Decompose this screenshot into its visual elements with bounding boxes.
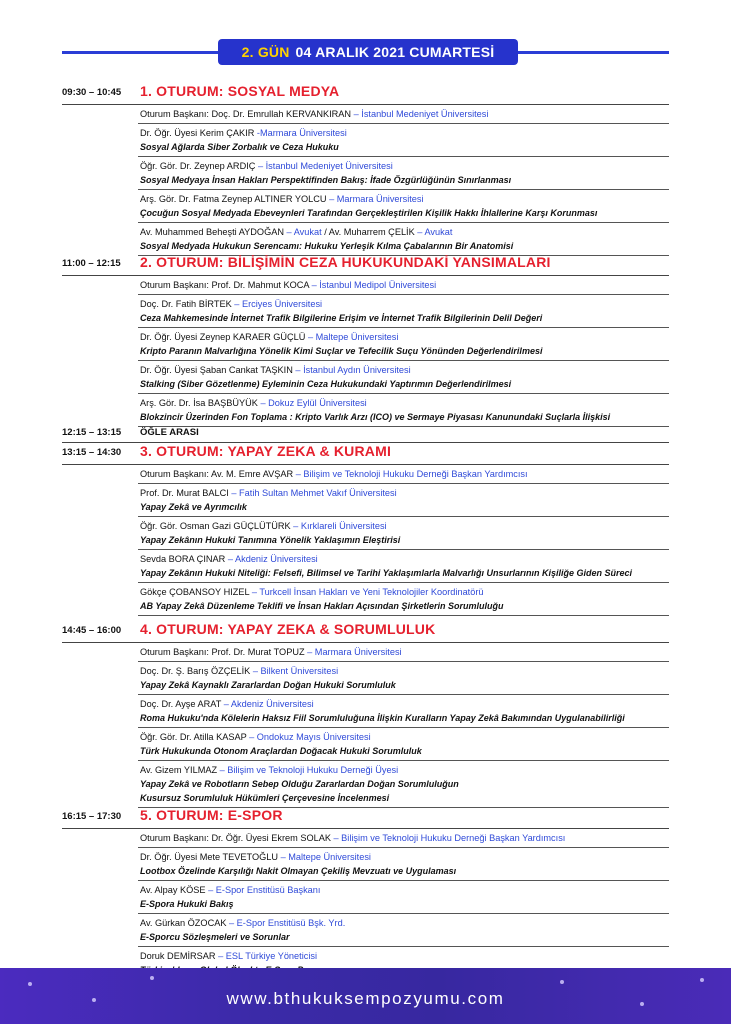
speaker-name: Oturum Başkanı: Prof. Dr. Mahmut KOCA [140, 280, 310, 290]
session-chair-row [138, 465, 669, 484]
speaker-affiliation: – ESL Türkiye Yöneticisi [215, 951, 318, 961]
speaker-name: Oturum Başkanı: Dr. Öğr. Üyesi Ekrem SOLAK [140, 833, 331, 843]
speaker-affiliation: – Maltepe Üniversitesi [305, 332, 399, 342]
speaker-row [138, 914, 669, 947]
website-url[interactable]: www.bthukuksempozyumu.com [226, 989, 505, 1008]
speaker-name: Av. Gizem YILMAZ [140, 765, 218, 775]
speaker-name: Sevda BORA ÇINAR [140, 554, 226, 564]
speaker-row [138, 695, 669, 728]
speaker-affiliation: – Bilişim ve Teknoloji Hukuku Derneği Üyesi [217, 765, 399, 775]
speaker-line [140, 916, 669, 930]
speaker-name: Öğr. Gör. Dr. Atilla KASAP [140, 732, 247, 742]
speaker-line [140, 467, 669, 481]
speaker-row [138, 484, 669, 517]
speaker-name: Av. Muhammed Beheşti AYDOĞAN [140, 227, 284, 237]
speaker-name: Gökçe ÇOBANSOY HIZEL [140, 587, 250, 597]
session-header [62, 442, 669, 465]
speaker-name: Arş. Gör. Dr. İsa BAŞBÜYÜK [140, 398, 258, 408]
talk-title: Stalking (Siber Gözetlenme) Eyleminin Ceza Hukukundaki Yaptırımın Değerlendirilmesi [140, 379, 512, 389]
session-4 [62, 620, 669, 808]
speaker-row [138, 124, 669, 157]
speaker-affiliation: – Marmara Üniversitesi [326, 194, 424, 204]
speaker-name: Doç. Dr. Ayşe ARAT [140, 699, 222, 709]
speaker-row [138, 583, 669, 616]
speaker-line [140, 225, 669, 239]
talk-title: Blokzincir Üzerinden Fon Toplama : Kripto Varlık Arzı (ICO) ve Sermaye Piyasası Kanunundaki Suçlarla İlişkisi [140, 412, 611, 422]
speaker-affiliation: – Dokuz Eylül Üniversitesi [257, 398, 367, 408]
speaker-row [138, 223, 669, 256]
talk-title: Ceza Mahkemesinde İnternet Trafik Bilgilerine Erişim ve İnternet Trafik Bilgilerinin Delil Değeri [140, 313, 543, 323]
lunch-time: 12:15 – 13:15 [62, 427, 122, 438]
speaker-row [138, 848, 669, 881]
talk-title: E-Sporcu Sözleşmeleri ve Sorunlar [140, 932, 290, 942]
talk-title: Kripto Paranın Malvarlığına Yönelik Kimi Suçlar ve Tefecilik Suçu Yönünden Değerlendirilmesi [140, 346, 543, 356]
speaker-row [138, 394, 669, 427]
speaker-name: Prof. Dr. Murat BALCI [140, 488, 229, 498]
speaker-name: Oturum Başkanı: Prof. Dr. Murat TOPUZ [140, 647, 305, 657]
speaker-affiliation: – Turkcell İnsan Hakları ve Yeni Teknolojiler Koordinatörü [249, 587, 484, 597]
speaker-affiliation: – Bilişim ve Teknoloji Hukuku Derneği Başkan Yardımcısı [293, 469, 528, 479]
speaker-affiliation: – Bilkent Üniversitesi [250, 666, 339, 676]
decor-dot [150, 976, 154, 980]
speaker-affiliation: – Marmara Üniversitesi [304, 647, 402, 657]
speaker-name: Doç. Dr. Ş. Barış ÖZÇELİK [140, 666, 251, 676]
speaker-line [140, 363, 669, 377]
talk-title: Lootbox Özelinde Karşılığı Nakit Olmayan Çekiliş Mevzuatı ve Uygulaması [140, 866, 457, 876]
speaker-row [138, 761, 669, 808]
speaker-line [140, 697, 669, 711]
session-time: 14:45 – 16:00 [62, 625, 122, 636]
talk-title: Yapay Zekânın Hukuki Niteliği: Felsefi, Bilimsel ve Tarihi Yaklaşımlarla Malvarlığı Unsurlarının Kişiliğe Giden Süreci [140, 568, 633, 578]
speaker-name: Öğr. Gör. Dr. Zeynep ARDIÇ [140, 161, 256, 171]
speaker-affiliation: – Akdeniz Üniversitesi [225, 554, 318, 564]
footer-banner [0, 968, 731, 1024]
session-header [62, 620, 669, 643]
speaker-affiliation: – Maltepe Üniversitesi [278, 852, 371, 862]
talk-title: E-Spora Hukuki Bakış [140, 899, 234, 909]
decor-dot [560, 980, 564, 984]
day-banner [218, 39, 518, 65]
speaker-line [140, 730, 669, 744]
session-time: 13:15 – 14:30 [62, 447, 122, 458]
talk-title: Yapay Zekânın Hukuki Tanımına Yönelik Yaklaşımın Eleştirisi [140, 535, 401, 545]
decor-dot [700, 978, 704, 982]
speaker-affiliation: – Akdeniz Üniversitesi [221, 699, 314, 709]
session-time: 16:15 – 17:30 [62, 811, 122, 822]
speaker-name: Dr. Öğr. Üyesi Kerim ÇAKIR [140, 128, 255, 138]
lunch-break [62, 424, 669, 443]
speaker-name: Av. Gürkan ÖZOCAK [140, 918, 227, 928]
speaker-affiliation: – Fatih Sultan Mehmet Vakıf Üniversitesi [228, 488, 397, 498]
speaker-line [140, 330, 669, 344]
session-chair-row [138, 276, 669, 295]
speaker-affiliation: – E-Spor Enstitüsü Başkanı [205, 885, 321, 895]
session-2 [62, 253, 669, 427]
speaker-line [140, 552, 669, 566]
speaker-line [140, 519, 669, 533]
speaker-affiliation: – İstanbul Medipol Üniversitesi [309, 280, 437, 290]
speaker-affiliation: – İstanbul Medeniyet Üniversitesi [351, 109, 489, 119]
session-title: 2. OTURUM: BİLİŞİMİN CEZA HUKUKUNDAKİ YANSIMALARI [140, 254, 551, 270]
date-label: 04 ARALIK 2021 CUMARTESİ [295, 44, 495, 60]
speaker-name: Arş. Gör. Dr. Fatma Zeynep ALTINER YOLCU [140, 194, 327, 204]
session-5 [62, 806, 669, 979]
speaker-name: Doruk DEMİRSAR [140, 951, 216, 961]
session-title: 3. OTURUM: YAPAY ZEKA & KURAMI [140, 443, 392, 459]
speaker-line [140, 831, 669, 845]
speaker-line [140, 297, 669, 311]
speaker-name: / Av. Muharrem ÇELİK [321, 227, 415, 237]
talk-title: AB Yapay Zekâ Düzenleme Teklifi ve İnsan Hakları Açısından Şirketlerin Sorumluluğu [140, 601, 504, 611]
speaker-row [138, 550, 669, 583]
speaker-line [140, 763, 669, 777]
talk-title: Sosyal Ağlarda Siber Zorbalık ve Ceza Hukuku [140, 142, 339, 152]
session-chair-row [138, 829, 669, 848]
speaker-name: Doç. Dr. Fatih BİRTEK [140, 299, 232, 309]
speaker-row [138, 157, 669, 190]
speaker-row [138, 361, 669, 394]
session-header [62, 82, 669, 105]
session-title: 5. OTURUM: E-SPOR [140, 807, 283, 823]
speaker-line [140, 883, 669, 897]
speaker-name: Oturum Başkanı: Doç. Dr. Emrullah KERVANKIRAN [140, 109, 352, 119]
talk-title: Türk Hukukunda Otonom Araçlardan Doğacak Hukuki Sorumluluk [140, 746, 422, 756]
speaker-affiliation: – Erciyes Üniversitesi [231, 299, 323, 309]
speaker-affiliation: -Marmara Üniversitesi [254, 128, 347, 138]
speaker-row [138, 295, 669, 328]
speaker-line [140, 396, 669, 410]
speaker-line [140, 585, 669, 599]
speaker-affiliation: – E-Spor Enstitüsü Bşk. Yrd. [226, 918, 346, 928]
session-3 [62, 442, 669, 616]
speaker-name: Dr. Öğr. Üyesi Şaban Cankat TAŞKIN [140, 365, 293, 375]
speaker-line [140, 278, 669, 292]
speaker-row [138, 190, 669, 223]
speaker-name: Öğr. Gör. Osman Gazi GÜÇLÜTÜRK [140, 521, 291, 531]
speaker-affiliation: – Kırklareli Üniversitesi [290, 521, 387, 531]
talk-title: Sosyal Medyaya İnsan Hakları Perspektifinden Bakış: İfade Özgürlüğünün Sınırlanması [140, 175, 512, 185]
speaker-line [140, 486, 669, 500]
speaker-affiliation: – İstanbul Medeniyet Üniversitesi [255, 161, 393, 171]
session-chair-row [138, 105, 669, 124]
session-time: 11:00 – 12:15 [62, 258, 121, 269]
speaker-line [140, 159, 669, 173]
speaker-line [140, 664, 669, 678]
speaker-line [140, 850, 669, 864]
talk-title-cont: Kusursuz Sorumluluk Hükümleri Çerçevesine İncelenmesi [140, 793, 390, 803]
speaker-name: Dr. Öğr. Üyesi Zeynep KARAER GÜÇLÜ [140, 332, 306, 342]
day-label: 2. GÜN [241, 44, 290, 60]
session-time: 09:30 – 10:45 [62, 87, 122, 98]
speaker-affiliation: – Avukat [414, 227, 453, 237]
speaker-row [138, 728, 669, 761]
speaker-line [140, 645, 669, 659]
lunch-label: ÖĞLE ARASI [140, 427, 199, 438]
speaker-line [140, 949, 669, 963]
session-title: 4. OTURUM: YAPAY ZEKA & SORUMLULUK [140, 621, 436, 637]
speaker-name: Dr. Öğr. Üyesi Mete TEVETOĞLU [140, 852, 279, 862]
talk-title: Yapay Zekâ ve Ayrımcılık [140, 502, 247, 512]
session-title: 1. OTURUM: SOSYAL MEDYA [140, 83, 340, 99]
talk-title: Roma Hukuku'nda Kölelerin Haksız Fiil Sorumluluğuna İlişkin Kuralların Yapay Zekâ Bakımından Uygulanabilirliği [140, 713, 625, 723]
talk-title: Yapay Zekâ ve Robotların Sebep Olduğu Zararlardan Doğan Sorumluluğun [140, 779, 459, 789]
speaker-affiliation: – İstanbul Aydın Üniversitesi [292, 365, 411, 375]
speaker-affiliation: – Ondokuz Mayıs Üniversitesi [246, 732, 371, 742]
speaker-line [140, 126, 669, 140]
speaker-row [138, 662, 669, 695]
session-1 [62, 82, 669, 256]
session-header [62, 253, 669, 276]
speaker-line [140, 192, 669, 206]
speaker-affiliation: – Bilişim ve Teknoloji Hukuku Derneği Başkan Yardımcısı [330, 833, 566, 843]
speaker-row [138, 328, 669, 361]
speaker-name: Av. Alpay KÖSE [140, 885, 206, 895]
talk-title: Çocuğun Sosyal Medyada Ebeveynleri Tarafından Gerçekleştirilen Kişilik Hakkı İhlallerine Karşı Korunması [140, 208, 598, 218]
talk-title: Yapay Zekâ Kaynaklı Zararlardan Doğan Hukuki Sorumluluk [140, 680, 396, 690]
speaker-row [138, 881, 669, 914]
talk-title: Sosyal Medyada Hukukun Serencamı: Hukuku Yerleşik Kılma Çabalarının Bir Anatomisi [140, 241, 514, 251]
session-chair-row [138, 643, 669, 662]
decor-dot [28, 982, 32, 986]
speaker-row [138, 517, 669, 550]
speaker-name: Oturum Başkanı: Av. M. Emre AVŞAR [140, 469, 294, 479]
speaker-affiliation: – Avukat [284, 227, 322, 237]
session-header [62, 806, 669, 829]
speaker-line [140, 107, 669, 121]
